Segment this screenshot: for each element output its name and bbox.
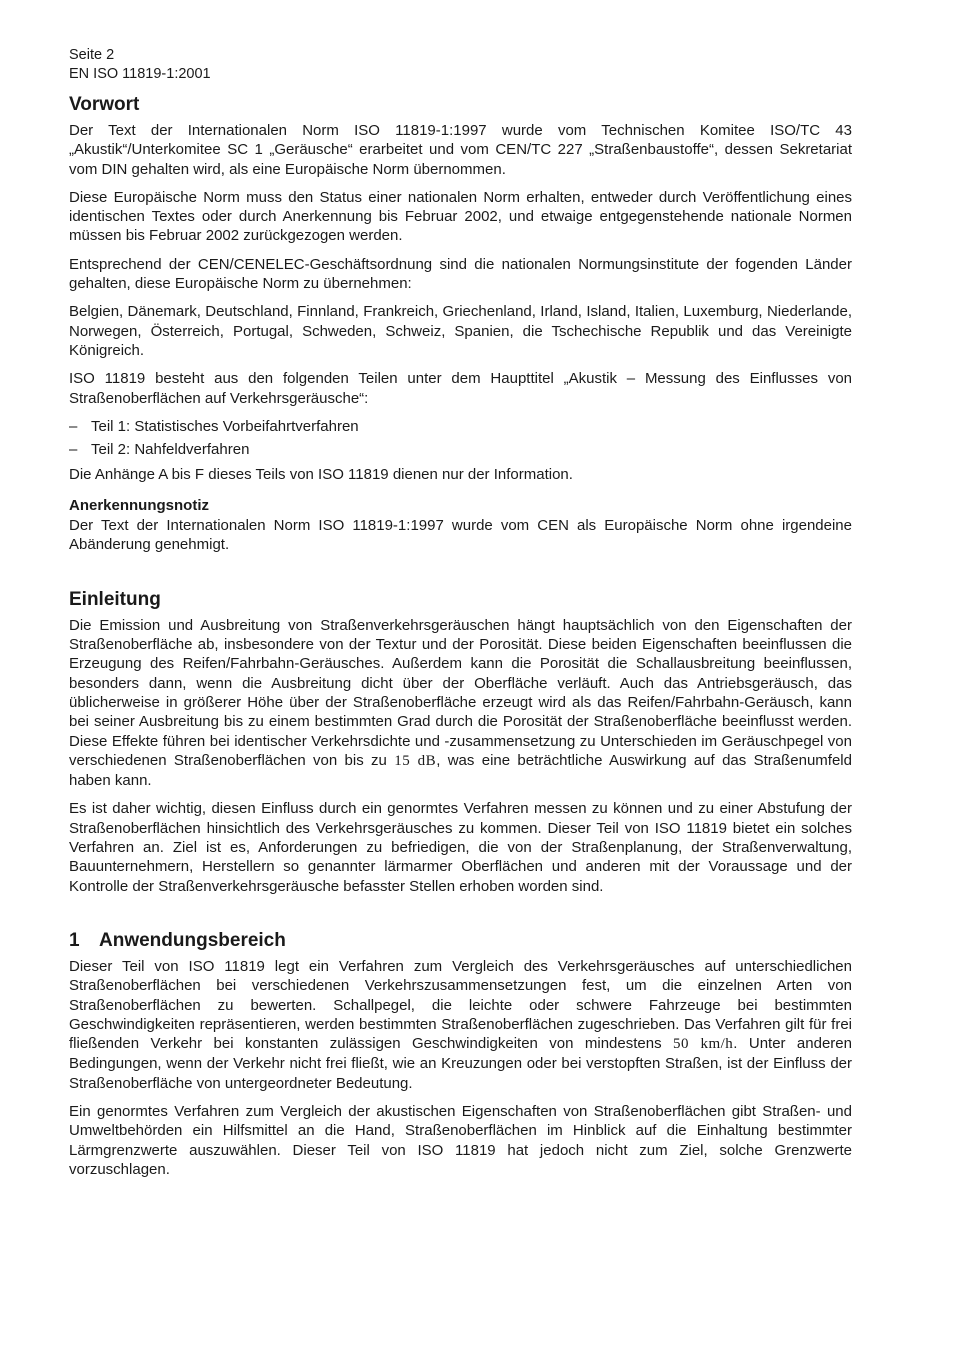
anwendung-paragraph-2: Ein genormtes Verfahren zum Vergleich der akustischen Eigenschaften von Straßenoberflächen gibt Straßen- und Umweltbehörden ein Hilfsmittel an die Hand, Straßenoberflächen im Hinblick auf die Einhaltung bestimmter Lärmgrenzwerte auszuwählen. Dieser Teil von ISO 11819 hat jedoch nicht zum Ziel, solche Grenzwerte vorzuschlagen. [69,1102,852,1178]
section-title-text: Anwendungsbereich [99,929,286,951]
speed-value: 50 km/h [672,1036,734,1053]
vorwort-paragraph-6: Die Anhänge A bis F dieses Teils von ISO 11819 dienen nur der Information. [69,465,573,483]
running-header [69,46,852,83]
section-einleitung [69,588,852,896]
vorwort-paragraph-3: Entsprechend der CEN/CENELEC-Geschäftsordnung sind die nationalen Normungsinstitute der fogenden Länder gehalten, diese Europäische Norm zu übernehmen: [69,255,852,293]
list-dash: – [69,440,78,458]
anerkennung-paragraph: Der Text der Internationalen Norm ISO 11819-1:1997 wurde vom CEN als Europäische Norm ohne irgendeine Abänderung genehmigt. [69,517,852,554]
einleitung-paragraph-2: Es ist daher wichtig, diesen Einfluss durch ein genormtes Verfahren messen zu können und zu einer Abstufung der Straßenoberflächen hinsichtlich des Verkehrsgeräusches zu kommen. Dieser Teil von ISO 11819 bietet ein solches Verfahren an. Ziel ist es, Anforderungen zu befriedigen, die von der Straßenplanung, der Straßenverwaltung, Bauunternehmern, Herstellern so genannter lärmarmer Oberflächen und anderen mit der Voraussage und der Kontrolle der Straßenverkehrsgeräusche befasster Stellen erhoben worden sind. [69,800,852,895]
document-page [69,46,852,1179]
einleitung-text-a: Die Emission und Ausbreitung von Straßenverkehrsgeräuschen hängt hauptsächlich von den Eigenschaften der Straßenoberfläche ab, insbesondere von der Textur und der Porosität. Diese beiden Eigenschaften beeinflussen die Erzeugung des Reifen/Fahrbahn-Geräusches. Außerdem kann die Porosität die Schallausbreitung beeinflussen, besonders dann, wenn die Ausbreitung dicht über der Oberfläche verläuft. Auch das Antriebsgeräusch, das üblicherweise in größerer Höhe über der Straßenoberfläche erzeugt wird als das Reifen/Fahrbahn-Geräusch, kann bei seiner Ausbreitung bis zu einem bestimmten Grad durch die Porosität der Straßenoberfläche beeinflusst werden. Diese Effekte führen bei identischer Verkehrsdichte und -zusammensetzung zu Unterschieden im Geräuschpegel von verschiedenen Straßenoberflächen von bis zu [69,616,852,769]
einleitung-paragraph-1 [69,616,852,791]
anwendung-text-b: . Unter anderen Bedingungen, wenn der Verkehr nicht frei fließt, wie an Kreuzungen oder bei verstopften Straßen, ist der Einfluss der Straßenoberfläche von untergeordneter Bedeutung. [69,1035,852,1092]
list-item [69,417,852,437]
section-title-vorwort: Vorwort [69,94,140,115]
einleitung-text-b: , was eine beträchtliche Auswirkung auf das Straßenumfeld haben kann. [69,751,852,790]
list-dash: – [69,417,78,435]
parts-list [69,417,852,460]
section-anwendungsbereich [69,929,852,1179]
list-item [69,440,852,460]
vorwort-paragraph-1: Der Text der Internationalen Norm ISO 11819-1:1997 wurde vom Technischen Komitee ISO/TC 43 „Akustik“/Unterkomitee SC 1 „Geräusche“ erarbeitet und vom CEN/TC 227 „Straßenbaustoffe“, dessen Sekretariat vom DIN gehalten wird, als eine Europäische Norm übernommen. [69,122,852,178]
list-item-text: Teil 2: Nahfeldverfahren [91,440,250,458]
anwendung-paragraph-1 [69,957,852,1093]
page-number: Seite 2 [69,47,115,63]
section-title-anwendungsbereich [69,929,852,953]
anwendung-text-a: Dieser Teil von ISO 11819 legt ein Verfahren zum Vergleich des Verkehrsgeräusches auf unterschiedlichen Straßenoberflächen bei verschiedenen Verkehrszusammensetzungen fest, um die einzelnen Arten von Straßenoberflächen zu bewerten. Schallpegel, die leichte oder schwere Fahrzeuge bei bestimmten Geschwindigkeiten repräsentieren, werden bestimmten Straßenoberflächen zugeschrieben. Das Verfahren gilt für frei fließenden Verkehr bei konstanten zulässigen Geschwindigkeiten von mindestens [69,957,852,1053]
level-value: 15 dB [394,752,437,769]
section-vorwort [69,93,852,484]
vorwort-paragraph-2: Diese Europäische Norm muss den Status einer nationalen Norm erhalten, entweder durch Veröffentlichung eines identischen Textes oder durch Anerkennung bis Februar 2002, und etwaige entgegenstehende nationale Normen müssen bis Februar 2002 zurückgezogen werden. [69,188,852,245]
vorwort-paragraph-5: ISO 11819 besteht aus den folgenden Teilen unter dem Haupttitel „Akustik – Messung des Einflusses von Straßenoberflächen auf Verkehrsgeräusche“: [69,370,852,407]
vorwort-paragraph-4: Belgien, Dänemark, Deutschland, Finnland, Frankreich, Griechenland, Irland, Island, Italien, Luxemburg, Niederlande, Norwegen, Österreich, Portugal, Schweden, Schweiz, Spanien, die Tschechische Republik und das Vereinigte Königreich. [69,303,852,359]
list-item-text: Teil 1: Statistisches Vorbeifahrtverfahren [91,417,359,435]
section-title-einleitung: Einleitung [69,588,161,610]
section-number: 1 [69,929,80,951]
standard-id: EN ISO 11819-1:2001 [69,65,211,82]
section-title-anerkennungsnotiz: Anerkennungsnotiz [69,497,210,515]
section-anerkennungsnotiz [69,496,852,555]
